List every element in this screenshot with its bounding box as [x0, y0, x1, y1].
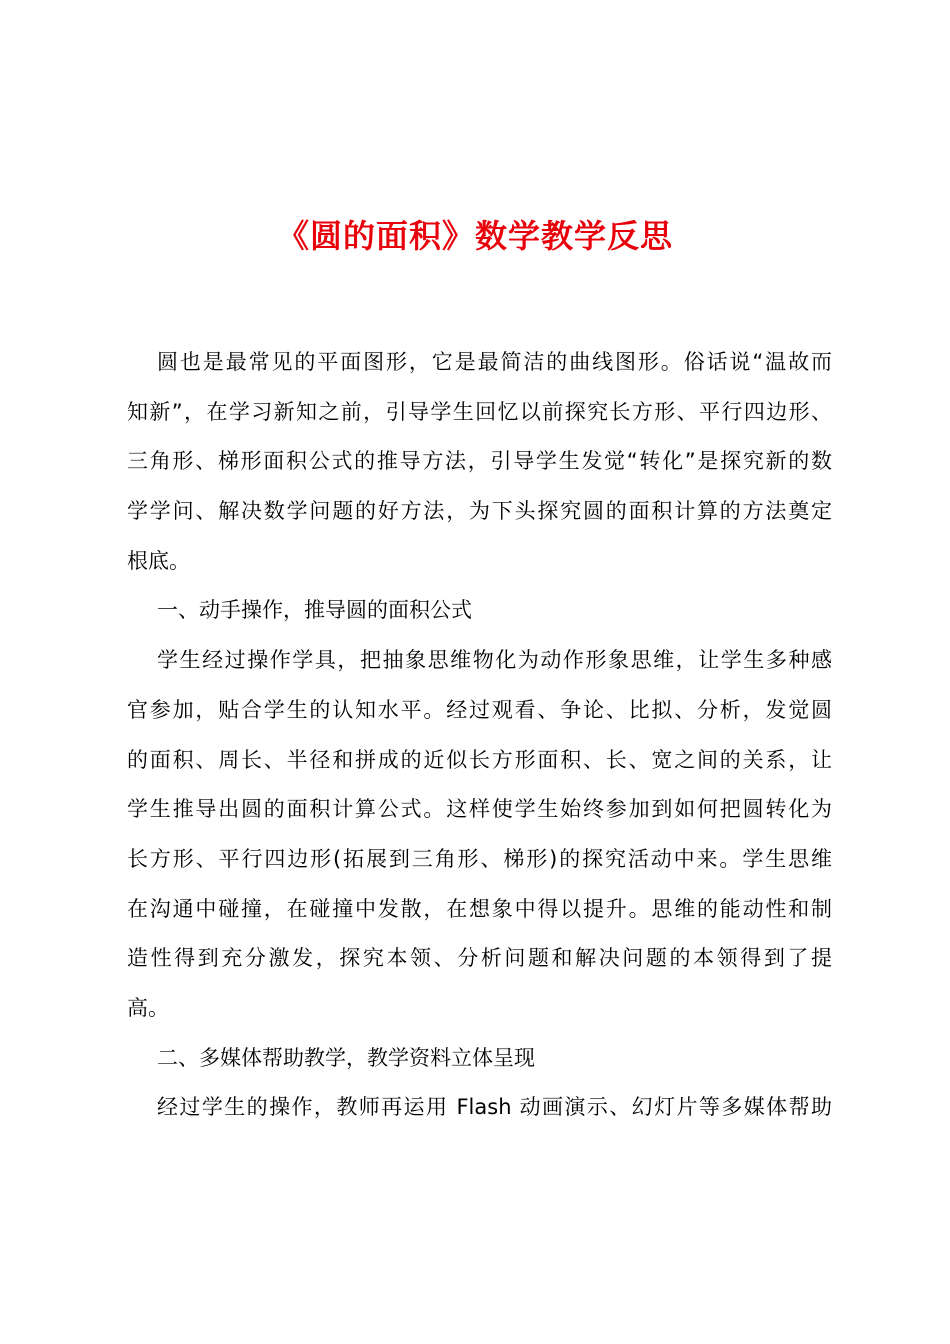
paragraph-line: 的面积、周长、半径和拼成的近似长方形面积、长、宽之间的关系，让	[127, 747, 832, 772]
paragraph-line: 学生经过操作学具，把抽象思维物化为动作形象思维，让学生多种感	[157, 648, 832, 673]
document-body	[127, 338, 832, 1133]
paragraph-line: 根底。	[127, 548, 190, 573]
paragraph-line: 在沟通中碰撞，在碰撞中发散，在想象中得以提升。思维的能动性和制	[127, 896, 832, 921]
paragraph-line: 学学问、解决数学问题的好方法，为下头探究圆的面积计算的方法奠定	[127, 499, 832, 524]
section-heading: 一、动手操作，推导圆的面积公式	[157, 598, 472, 623]
paragraph-line: 知新”，在学习新知之前，引导学生回忆以前探究长方形、平行四边形、	[127, 399, 832, 424]
section-heading: 二、多媒体帮助教学，教学资料立体呈现	[157, 1045, 535, 1070]
paragraph-line: 高。	[127, 995, 169, 1020]
paragraph-line: 造性得到充分激发，探究本领、分析问题和解决问题的本领得到了提	[127, 946, 832, 971]
paragraph-line: 三角形、梯形面积公式的推导方法，引导学生发觉“转化”是探究新的数	[127, 449, 832, 474]
paragraph-line: 学生推导出圆的面积计算公式。这样使学生始终参加到如何把圆转化为	[127, 797, 832, 822]
paragraph-line: 长方形、平行四边形(拓展到三角形、梯形)的探究活动中来。学生思维	[127, 846, 832, 871]
paragraph-line: 官参加，贴合学生的认知水平。经过观看、争论、比拟、分析，发觉圆	[127, 697, 832, 722]
document-title: 《圆的面积》数学教学反思	[276, 217, 673, 255]
paragraph-line: 圆也是最常见的平面图形，它是最简洁的曲线图形。俗话说“温故而	[157, 350, 832, 374]
paragraph-line: 经过学生的操作，教师再运用 Flash 动画演示、幻灯片等多媒体帮助	[157, 1095, 832, 1120]
